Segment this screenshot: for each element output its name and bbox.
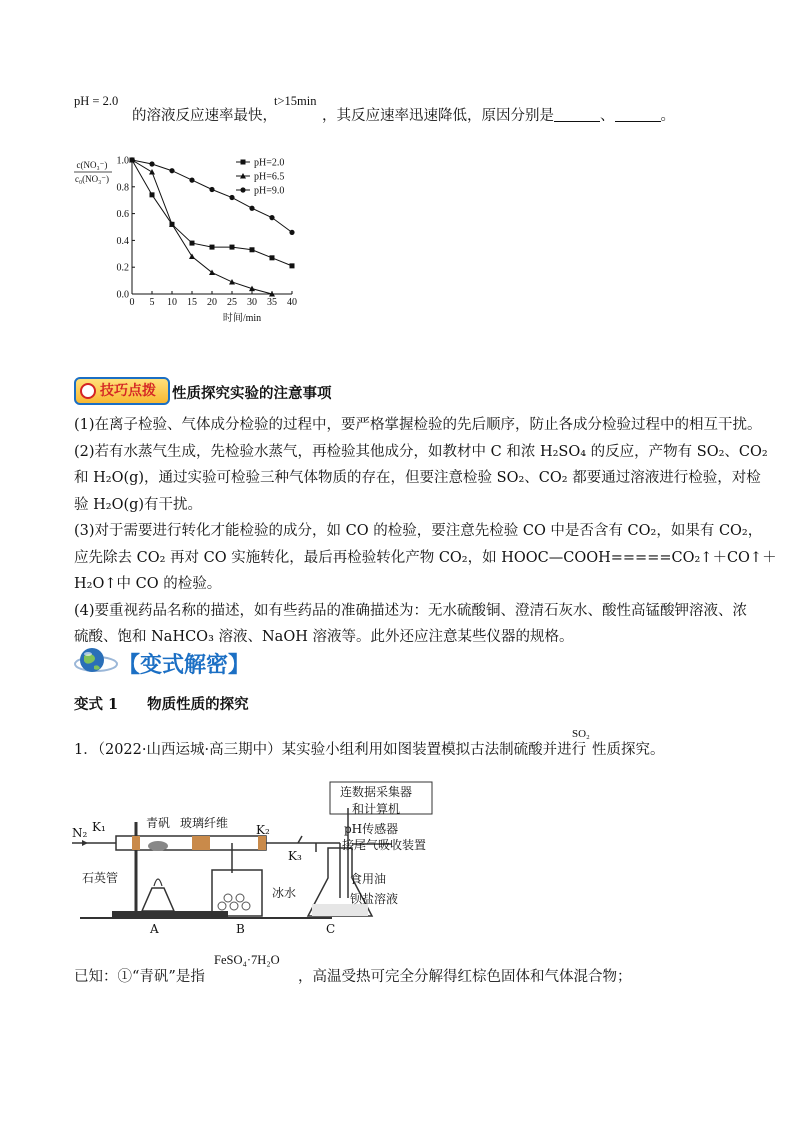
data-point-circle [229, 195, 234, 200]
label-ba: 钡盐溶液 [350, 892, 399, 906]
data-point-square [190, 241, 195, 246]
tips-line: 验 H₂O(g)有干扰。 [74, 496, 203, 513]
x-tick-label: 30 [247, 297, 257, 308]
label-ice: 冰水 [272, 886, 297, 900]
box-label-1: 连数据采集器 [340, 785, 413, 799]
x-tick-label: 5 [149, 297, 155, 308]
tips-title: 性质探究实验的注意事项 [172, 385, 332, 402]
tips-body [74, 412, 777, 651]
data-point-triangle [189, 253, 195, 259]
pencil-icon [80, 383, 96, 399]
x-axis-label: 时间/min [222, 313, 262, 324]
data-point-square [150, 192, 155, 197]
data-point-triangle [229, 279, 235, 285]
x-tick-label: 35 [267, 297, 277, 308]
label-quartz: 石英管 [82, 871, 119, 885]
tips-line: 和 H₂O(g)，通过实验可检验三种气体物质的存在，但要注意检验 SO₂、CO₂ 都要通过溶液进行检验，对检 [74, 470, 761, 486]
tips-line: 应先除去 CO₂ 再对 CO 实施转化，最后再检验转化产物 CO₂，如 HOOC—COOH=====CO₂↑＋CO↑＋ [74, 549, 777, 566]
y-tick-label: 0.6 [116, 209, 129, 221]
data-point-square [270, 255, 275, 260]
label-qingfan: 青矾 [146, 816, 171, 830]
y-tick-label: 0.4 [116, 235, 129, 247]
label-fiber: 玻璃纤维 [180, 816, 229, 830]
answer-blank-1[interactable] [554, 107, 600, 122]
legend-label: pH=2.0 [254, 157, 285, 169]
data-point-square [250, 247, 255, 252]
label-ph-sensor: pH传感器 [344, 822, 399, 836]
intro-text-1: 的溶液反应速率最快， [132, 108, 277, 124]
y-tick-label: 0.0 [116, 289, 129, 301]
tips-line: (1)在离子检验、气体成分检验的过程中，要严格掌握检验的先后顺序，防止各成分检验过程中的相互干扰。 [74, 417, 762, 433]
ph-condition: pH = 2.0 [74, 94, 119, 108]
known-suffix: ，高温受热可完全分解得红棕色固体和气体混合物； [298, 969, 632, 985]
legend-marker-circle [240, 187, 245, 192]
stopper-right [258, 836, 266, 850]
label-n2: N₂ [72, 826, 88, 840]
legend-marker-square [241, 160, 246, 165]
tips-line: 硫酸、饱和 NaHCO₃ 溶液、NaOH 溶液等。此外还应注意某些仪器的规格。 [74, 629, 574, 645]
tips-badge: 技巧点拨 [74, 377, 170, 405]
time-condition: t>15min [274, 94, 317, 108]
question-stem: 1．（2022·山西运城·高三期中）某实验小组利用如图装置模拟古法制硫酸并进行 [74, 742, 587, 758]
x-tick-label: 25 [227, 297, 237, 308]
y-axis-label-denominator: c₀(NO₃⁻) [74, 174, 110, 184]
data-point-circle [129, 157, 134, 162]
data-point-circle [249, 206, 254, 211]
data-point-circle [149, 161, 154, 166]
series-line-triangle [132, 160, 272, 294]
globe-icon [72, 644, 118, 678]
answer-blank-2[interactable] [615, 107, 661, 122]
label-k2: K₂ [256, 823, 270, 837]
intro-text-2: ，其反应速率迅速降低，原因分别是 、 。 [322, 108, 675, 124]
label-a: A [150, 922, 159, 936]
legend-label: pH=6.5 [254, 171, 285, 183]
y-tick-label: 1.0 [116, 155, 129, 167]
label-tail: 接尾气吸收装置 [342, 838, 427, 852]
legend-label: pH=9.0 [254, 185, 285, 197]
known-formula: FeSO₄·7H₂O [214, 953, 280, 967]
section-banner: 【变式解密】 [118, 653, 251, 678]
tips-line: (3)对于需要进行转化才能检验的成分，如 CO 的检验，要注意先检验 CO 中是否含有 CO₂，如果有 CO₂， [74, 523, 763, 539]
nitrate-ratio-chart [70, 146, 320, 336]
data-point-circle [289, 230, 294, 235]
x-tick-label: 15 [187, 297, 197, 308]
tips-line: (2)若有水蒸气生成，先检验水蒸气，再检验其他成分，如教材中 C 和浓 H₂SO₄ 的反应，产物有 SO₂、CO₂ [74, 443, 768, 460]
data-point-circle [209, 187, 214, 192]
data-point-square [290, 263, 295, 268]
alcohol-lamp [142, 888, 174, 911]
so2-formula: SO₂ [572, 728, 590, 740]
label-c: C [326, 922, 336, 936]
x-tick-label: 0 [129, 297, 135, 308]
glass-fiber [192, 836, 210, 850]
question-stem-end: 性质探究。 [592, 742, 665, 758]
x-tick-label: 10 [167, 297, 177, 308]
bench-line [80, 917, 332, 919]
data-point-circle [189, 178, 194, 183]
label-b: B [236, 922, 245, 936]
stand-base [112, 911, 228, 917]
qingfan-sample [148, 841, 168, 851]
data-point-circle [169, 168, 174, 173]
tips-line: (4)要重视药品名称的描述，如有些药品的准确描述为：无水硫酸铜、澄清石灰水、酸性高锰酸钾溶液、浓 [74, 602, 748, 619]
data-point-square [210, 245, 215, 250]
y-axis-label-numerator: c(NO₃⁻) [76, 160, 108, 170]
stopper-left [132, 836, 140, 850]
box-label-2: 和计算机 [352, 802, 401, 816]
x-tick-label: 40 [287, 297, 297, 308]
x-tick-label: 20 [207, 297, 217, 308]
label-k1: K₁ [92, 820, 106, 834]
known-prefix: 已知：①“青矾”是指 [74, 969, 205, 985]
variant-title: 变式 1 物质性质的探究 [74, 696, 249, 713]
tips-line: H₂O↑中 CO 的检验。 [74, 576, 222, 592]
y-tick-label: 0.8 [116, 182, 129, 194]
y-tick-label: 0.2 [116, 262, 129, 274]
k2-valve [298, 836, 302, 843]
data-point-square [230, 245, 235, 250]
data-point-circle [269, 215, 274, 220]
data-point-triangle [149, 169, 155, 175]
label-k3: K₃ [288, 849, 302, 863]
label-oil: 食用油 [350, 872, 387, 886]
